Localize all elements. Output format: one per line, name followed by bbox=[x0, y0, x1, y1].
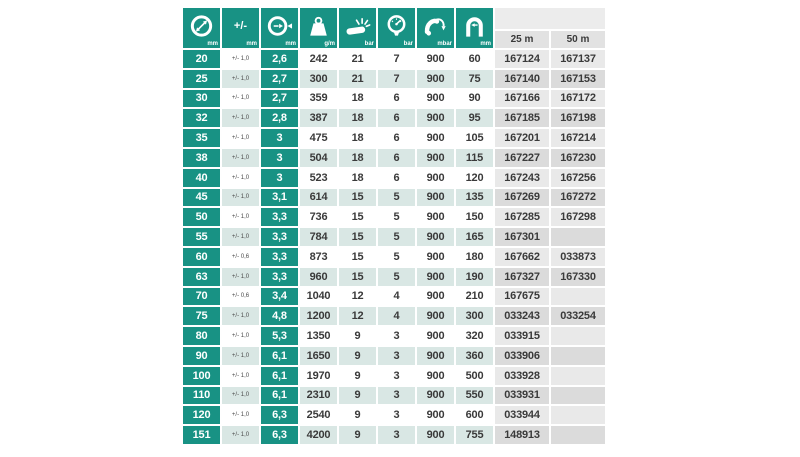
article-50m-cell: 167330 bbox=[551, 268, 605, 286]
article-50m-cell bbox=[551, 228, 605, 246]
weight-cell: 784 bbox=[300, 228, 337, 246]
article-header-spacer bbox=[495, 8, 605, 29]
article-25m-cell: 033931 bbox=[495, 387, 549, 405]
bend-radius-cell: 190 bbox=[456, 268, 493, 286]
vacuum-cell: 900 bbox=[417, 129, 454, 147]
outer-diameter-cell: 151 bbox=[183, 426, 220, 444]
article-50m-cell: 033873 bbox=[551, 248, 605, 266]
outer-diameter-cell: 100 bbox=[183, 367, 220, 385]
outer-diameter-cell: 55 bbox=[183, 228, 220, 246]
bend-radius-cell: 95 bbox=[456, 109, 493, 127]
weight-cell: 2540 bbox=[300, 406, 337, 424]
outer-diameter-cell: 120 bbox=[183, 406, 220, 424]
article-50m-cell: 167272 bbox=[551, 189, 605, 207]
burst-pressure-cell: 18 bbox=[339, 129, 376, 147]
wall-thickness-cell: 3,4 bbox=[261, 288, 298, 306]
weight-cell: 504 bbox=[300, 149, 337, 167]
vacuum-cell: 900 bbox=[417, 307, 454, 325]
burst-pressure-cell: 15 bbox=[339, 189, 376, 207]
burst-pressure-cell: 12 bbox=[339, 307, 376, 325]
tolerance-icon: +/- bbox=[233, 20, 248, 32]
working-pressure-cell: 3 bbox=[378, 406, 415, 424]
vacuum-cell: 900 bbox=[417, 208, 454, 226]
tolerance-header bbox=[222, 8, 259, 48]
wall-thickness-cell: 3,3 bbox=[261, 208, 298, 226]
article-25m-cell: 167285 bbox=[495, 208, 549, 226]
vacuum-cell: 900 bbox=[417, 149, 454, 167]
working-pressure-cell: 4 bbox=[378, 307, 415, 325]
tolerance-cell: +/- 1,0 bbox=[222, 268, 259, 286]
working-pressure-cell: 5 bbox=[378, 189, 415, 207]
burst-pressure-icon bbox=[344, 13, 371, 40]
vacuum-cell: 900 bbox=[417, 169, 454, 187]
bend-radius-cell: 600 bbox=[456, 406, 493, 424]
unit-label: mm bbox=[480, 41, 491, 47]
tolerance-cell: +/- 1,0 bbox=[222, 367, 259, 385]
vacuum-cell: 900 bbox=[417, 367, 454, 385]
outer-diameter-cell: 45 bbox=[183, 189, 220, 207]
tolerance-cell: +/- 1,0 bbox=[222, 208, 259, 226]
length-50m-header: 50 m bbox=[551, 31, 605, 48]
wall-thickness-cell: 4,8 bbox=[261, 307, 298, 325]
article-25m-cell: 167243 bbox=[495, 169, 549, 187]
table-row bbox=[183, 367, 605, 385]
article-50m-cell: 167256 bbox=[551, 169, 605, 187]
weight-cell: 2310 bbox=[300, 387, 337, 405]
vacuum-cell: 900 bbox=[417, 189, 454, 207]
vacuum-cell: 900 bbox=[417, 228, 454, 246]
hose-spec-table bbox=[183, 8, 605, 446]
working-pressure-cell: 6 bbox=[378, 109, 415, 127]
outer-diameter-cell: 60 bbox=[183, 248, 220, 266]
outer-diameter-cell: 25 bbox=[183, 70, 220, 88]
bend-radius-cell: 360 bbox=[456, 347, 493, 365]
bend-radius-cell: 300 bbox=[456, 307, 493, 325]
working-pressure-cell: 3 bbox=[378, 327, 415, 345]
tolerance-cell: +/- 1,0 bbox=[222, 149, 259, 167]
bend-radius-cell: 120 bbox=[456, 169, 493, 187]
weight-cell: 242 bbox=[300, 50, 337, 68]
article-50m-cell bbox=[551, 347, 605, 365]
bend-radius-cell: 550 bbox=[456, 387, 493, 405]
table-row bbox=[183, 387, 605, 405]
article-25m-cell: 167140 bbox=[495, 70, 549, 88]
bend-radius-cell: 75 bbox=[456, 70, 493, 88]
burst-pressure-cell: 12 bbox=[339, 288, 376, 306]
table-row bbox=[183, 189, 605, 207]
bend-radius-cell: 165 bbox=[456, 228, 493, 246]
vacuum-cell: 900 bbox=[417, 90, 454, 108]
tolerance-cell: +/- 1,0 bbox=[222, 347, 259, 365]
article-25m-cell: 167124 bbox=[495, 50, 549, 68]
article-25m-cell: 167269 bbox=[495, 189, 549, 207]
article-25m-cell: 033915 bbox=[495, 327, 549, 345]
outer-diameter-cell: 75 bbox=[183, 307, 220, 325]
table-row bbox=[183, 149, 605, 167]
wall-thickness-cell: 6,1 bbox=[261, 347, 298, 365]
weight-header bbox=[300, 8, 337, 48]
unit-label: bar bbox=[364, 41, 374, 47]
article-50m-cell bbox=[551, 406, 605, 424]
bend-radius-cell: 90 bbox=[456, 90, 493, 108]
tolerance-cell: +/- 1,0 bbox=[222, 228, 259, 246]
working-pressure-cell: 6 bbox=[378, 129, 415, 147]
wall-thickness-cell: 2,7 bbox=[261, 70, 298, 88]
article-25m-cell: 167185 bbox=[495, 109, 549, 127]
table-row bbox=[183, 327, 605, 345]
table-row bbox=[183, 109, 605, 127]
unit-label: mm bbox=[285, 41, 296, 47]
tolerance-cell: +/- 1,0 bbox=[222, 50, 259, 68]
outer-diameter-icon bbox=[188, 13, 215, 40]
tolerance-cell: +/- 1,0 bbox=[222, 189, 259, 207]
table-row bbox=[183, 268, 605, 286]
vacuum-icon bbox=[422, 13, 449, 40]
tolerance-cell: +/- 0,6 bbox=[222, 248, 259, 266]
wall-thickness-cell: 3 bbox=[261, 149, 298, 167]
working-pressure-cell: 5 bbox=[378, 268, 415, 286]
vacuum-cell: 900 bbox=[417, 347, 454, 365]
working-pressure-cell: 4 bbox=[378, 288, 415, 306]
wall-thickness-cell: 2,7 bbox=[261, 90, 298, 108]
weight-cell: 523 bbox=[300, 169, 337, 187]
vacuum-cell: 900 bbox=[417, 109, 454, 127]
burst-pressure-cell: 15 bbox=[339, 228, 376, 246]
outer-diameter-cell: 38 bbox=[183, 149, 220, 167]
article-number-header bbox=[495, 8, 605, 48]
unit-label: bar bbox=[403, 41, 413, 47]
bend-radius-icon bbox=[461, 13, 488, 40]
outer-diameter-header bbox=[183, 8, 220, 48]
article-25m-cell: 167227 bbox=[495, 149, 549, 167]
article-50m-cell bbox=[551, 426, 605, 444]
tolerance-cell: +/- 0,6 bbox=[222, 288, 259, 306]
bend-radius-cell: 105 bbox=[456, 129, 493, 147]
weight-cell: 614 bbox=[300, 189, 337, 207]
burst-pressure-cell: 9 bbox=[339, 347, 376, 365]
bend-radius-cell: 210 bbox=[456, 288, 493, 306]
length-25m-header: 25 m bbox=[495, 31, 549, 48]
wall-thickness-cell: 6,3 bbox=[261, 426, 298, 444]
burst-pressure-cell: 18 bbox=[339, 90, 376, 108]
outer-diameter-cell: 32 bbox=[183, 109, 220, 127]
weight-cell: 1650 bbox=[300, 347, 337, 365]
bend-radius-header bbox=[456, 8, 493, 48]
outer-diameter-cell: 40 bbox=[183, 169, 220, 187]
article-50m-cell: 167230 bbox=[551, 149, 605, 167]
article-25m-cell: 167301 bbox=[495, 228, 549, 246]
weight-cell: 873 bbox=[300, 248, 337, 266]
table-row bbox=[183, 307, 605, 325]
burst-pressure-cell: 18 bbox=[339, 149, 376, 167]
tolerance-cell: +/- 1,0 bbox=[222, 70, 259, 88]
outer-diameter-cell: 110 bbox=[183, 387, 220, 405]
working-pressure-cell: 5 bbox=[378, 208, 415, 226]
tolerance-cell: +/- 1,0 bbox=[222, 169, 259, 187]
outer-diameter-cell: 50 bbox=[183, 208, 220, 226]
article-25m-cell: 167327 bbox=[495, 268, 549, 286]
table-row bbox=[183, 169, 605, 187]
burst-pressure-cell: 18 bbox=[339, 169, 376, 187]
article-25m-cell: 167166 bbox=[495, 90, 549, 108]
outer-diameter-cell: 35 bbox=[183, 129, 220, 147]
weight-cell: 1040 bbox=[300, 288, 337, 306]
table-row bbox=[183, 248, 605, 266]
weight-cell: 1200 bbox=[300, 307, 337, 325]
vacuum-cell: 900 bbox=[417, 426, 454, 444]
vacuum-cell: 900 bbox=[417, 248, 454, 266]
weight-cell: 4200 bbox=[300, 426, 337, 444]
weight-cell: 1970 bbox=[300, 367, 337, 385]
article-50m-cell bbox=[551, 288, 605, 306]
burst-pressure-cell: 9 bbox=[339, 327, 376, 345]
working-pressure-cell: 6 bbox=[378, 169, 415, 187]
vacuum-header bbox=[417, 8, 454, 48]
article-50m-cell: 167137 bbox=[551, 50, 605, 68]
tolerance-cell: +/- 1,0 bbox=[222, 307, 259, 325]
article-50m-cell: 167153 bbox=[551, 70, 605, 88]
article-25m-cell: 033928 bbox=[495, 367, 549, 385]
burst-pressure-cell: 9 bbox=[339, 426, 376, 444]
table-row bbox=[183, 426, 605, 444]
unit-label: mm bbox=[207, 41, 218, 47]
outer-diameter-cell: 63 bbox=[183, 268, 220, 286]
burst-pressure-cell: 15 bbox=[339, 268, 376, 286]
wall-thickness-icon bbox=[266, 13, 293, 40]
wall-thickness-cell: 3,3 bbox=[261, 228, 298, 246]
outer-diameter-cell: 70 bbox=[183, 288, 220, 306]
working-pressure-header bbox=[378, 8, 415, 48]
working-pressure-cell: 3 bbox=[378, 347, 415, 365]
outer-diameter-cell: 20 bbox=[183, 50, 220, 68]
article-25m-cell: 148913 bbox=[495, 426, 549, 444]
bend-radius-cell: 500 bbox=[456, 367, 493, 385]
wall-thickness-cell: 6,1 bbox=[261, 387, 298, 405]
burst-pressure-cell: 9 bbox=[339, 367, 376, 385]
article-25m-cell: 033906 bbox=[495, 347, 549, 365]
weight-icon bbox=[305, 13, 332, 40]
article-50m-cell: 167198 bbox=[551, 109, 605, 127]
working-pressure-cell: 7 bbox=[378, 70, 415, 88]
wall-thickness-cell: 3,3 bbox=[261, 268, 298, 286]
working-pressure-icon bbox=[383, 13, 410, 40]
working-pressure-cell: 3 bbox=[378, 367, 415, 385]
article-50m-cell: 167214 bbox=[551, 129, 605, 147]
bend-radius-cell: 320 bbox=[456, 327, 493, 345]
table-row bbox=[183, 288, 605, 306]
burst-pressure-header bbox=[339, 8, 376, 48]
weight-cell: 475 bbox=[300, 129, 337, 147]
tolerance-cell: +/- 1,0 bbox=[222, 90, 259, 108]
vacuum-cell: 900 bbox=[417, 387, 454, 405]
bend-radius-cell: 150 bbox=[456, 208, 493, 226]
table-row bbox=[183, 70, 605, 88]
table-row bbox=[183, 129, 605, 147]
burst-pressure-cell: 18 bbox=[339, 109, 376, 127]
table-header bbox=[183, 8, 605, 48]
table-row bbox=[183, 90, 605, 108]
working-pressure-cell: 5 bbox=[378, 228, 415, 246]
wall-thickness-cell: 3,3 bbox=[261, 248, 298, 266]
table-row bbox=[183, 208, 605, 226]
working-pressure-cell: 5 bbox=[378, 248, 415, 266]
weight-cell: 300 bbox=[300, 70, 337, 88]
burst-pressure-cell: 9 bbox=[339, 406, 376, 424]
article-50m-cell bbox=[551, 367, 605, 385]
article-50m-cell: 167298 bbox=[551, 208, 605, 226]
burst-pressure-cell: 9 bbox=[339, 387, 376, 405]
wall-thickness-cell: 2,6 bbox=[261, 50, 298, 68]
article-25m-cell: 033243 bbox=[495, 307, 549, 325]
bend-radius-cell: 180 bbox=[456, 248, 493, 266]
outer-diameter-cell: 90 bbox=[183, 347, 220, 365]
vacuum-cell: 900 bbox=[417, 406, 454, 424]
bend-radius-cell: 135 bbox=[456, 189, 493, 207]
working-pressure-cell: 3 bbox=[378, 426, 415, 444]
table-body bbox=[183, 50, 605, 444]
length-header-row bbox=[495, 31, 605, 48]
tolerance-cell: +/- 1,0 bbox=[222, 426, 259, 444]
vacuum-cell: 900 bbox=[417, 327, 454, 345]
wall-thickness-cell: 2,8 bbox=[261, 109, 298, 127]
vacuum-cell: 900 bbox=[417, 50, 454, 68]
unit-label: mbar bbox=[437, 41, 452, 47]
wall-thickness-cell: 3 bbox=[261, 129, 298, 147]
bend-radius-cell: 115 bbox=[456, 149, 493, 167]
burst-pressure-cell: 15 bbox=[339, 208, 376, 226]
vacuum-cell: 900 bbox=[417, 70, 454, 88]
table-row bbox=[183, 50, 605, 68]
article-25m-cell: 167201 bbox=[495, 129, 549, 147]
bend-radius-cell: 60 bbox=[456, 50, 493, 68]
article-50m-cell bbox=[551, 387, 605, 405]
working-pressure-cell: 7 bbox=[378, 50, 415, 68]
unit-label: mm bbox=[246, 41, 257, 47]
weight-cell: 736 bbox=[300, 208, 337, 226]
working-pressure-cell: 6 bbox=[378, 149, 415, 167]
wall-thickness-cell: 6,3 bbox=[261, 406, 298, 424]
article-50m-cell: 167172 bbox=[551, 90, 605, 108]
wall-thickness-cell: 3,1 bbox=[261, 189, 298, 207]
burst-pressure-cell: 15 bbox=[339, 248, 376, 266]
bend-radius-cell: 755 bbox=[456, 426, 493, 444]
burst-pressure-cell: 21 bbox=[339, 70, 376, 88]
outer-diameter-cell: 30 bbox=[183, 90, 220, 108]
tolerance-cell: +/- 1,0 bbox=[222, 109, 259, 127]
article-25m-cell: 167662 bbox=[495, 248, 549, 266]
article-25m-cell: 167675 bbox=[495, 288, 549, 306]
vacuum-cell: 900 bbox=[417, 288, 454, 306]
wall-thickness-cell: 6,1 bbox=[261, 367, 298, 385]
working-pressure-cell: 6 bbox=[378, 90, 415, 108]
table-row bbox=[183, 347, 605, 365]
article-50m-cell bbox=[551, 327, 605, 345]
wall-thickness-cell: 3 bbox=[261, 169, 298, 187]
tolerance-cell: +/- 1,0 bbox=[222, 387, 259, 405]
weight-cell: 359 bbox=[300, 90, 337, 108]
tolerance-cell: +/- 1,0 bbox=[222, 406, 259, 424]
working-pressure-cell: 3 bbox=[378, 387, 415, 405]
outer-diameter-cell: 80 bbox=[183, 327, 220, 345]
tolerance-cell: +/- 1,0 bbox=[222, 327, 259, 345]
weight-cell: 960 bbox=[300, 268, 337, 286]
article-50m-cell: 033254 bbox=[551, 307, 605, 325]
burst-pressure-cell: 21 bbox=[339, 50, 376, 68]
table-row bbox=[183, 406, 605, 424]
wall-thickness-cell: 5,3 bbox=[261, 327, 298, 345]
weight-cell: 387 bbox=[300, 109, 337, 127]
article-25m-cell: 033944 bbox=[495, 406, 549, 424]
unit-label: g/m bbox=[324, 41, 335, 47]
tolerance-cell: +/- 1,0 bbox=[222, 129, 259, 147]
wall-thickness-header bbox=[261, 8, 298, 48]
vacuum-cell: 900 bbox=[417, 268, 454, 286]
table-row bbox=[183, 228, 605, 246]
weight-cell: 1350 bbox=[300, 327, 337, 345]
